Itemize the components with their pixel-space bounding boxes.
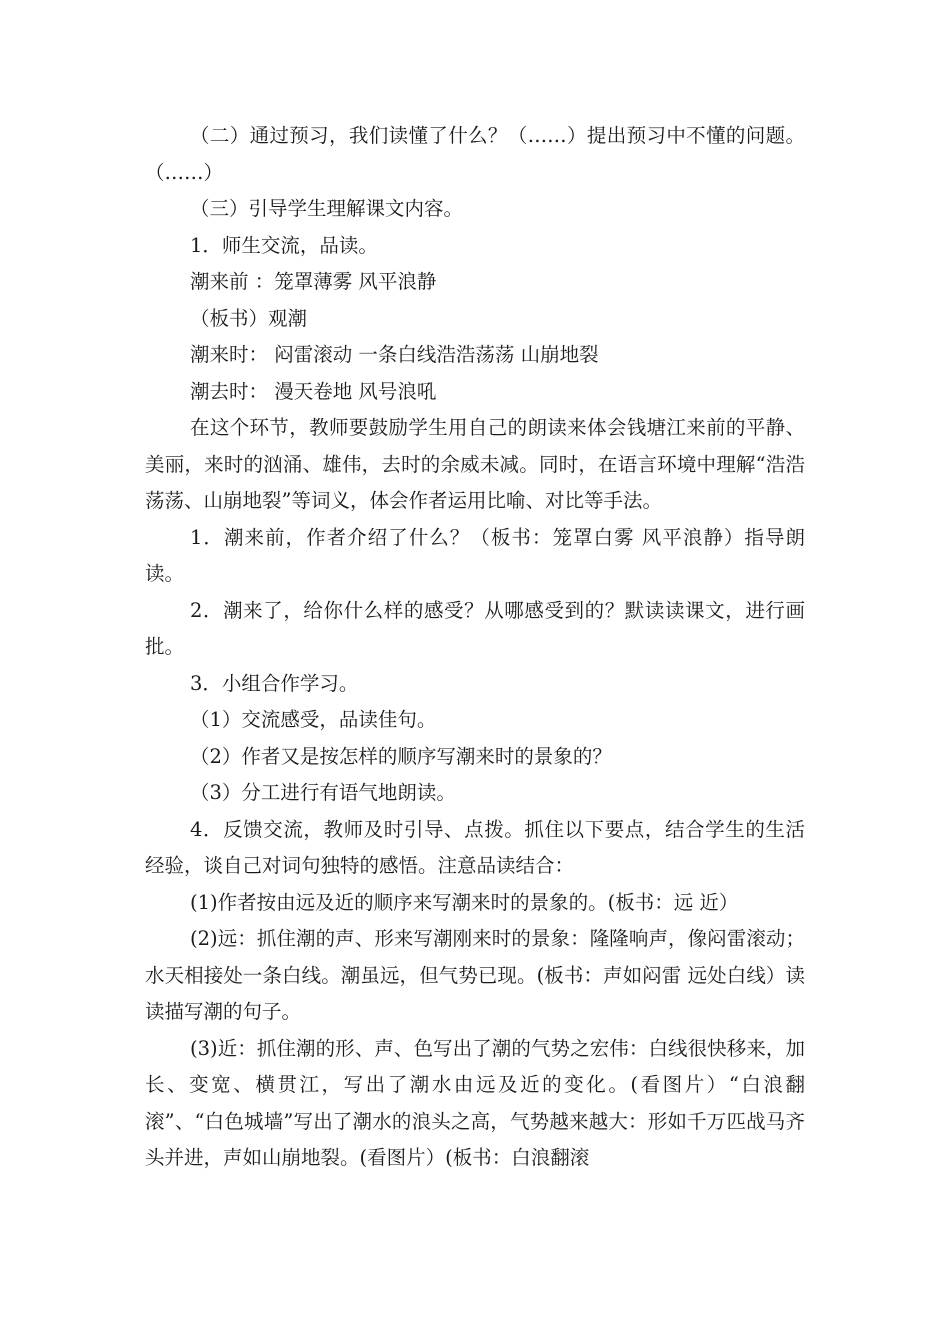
- paragraph-group-item-1: （1）交流感受，品读佳句。: [190, 708, 437, 731]
- paragraph-group-item-2: （2）作者又是按怎样的顺序写潮来时的景象的？: [190, 744, 612, 768]
- paragraph-question-1: 1．潮来前，作者介绍了什么？（板书：笼罩白雾 风平浪静）指导朗读。: [145, 525, 805, 585]
- paragraph-feedback: 4．反馈交流，教师及时引导、点拨。抓住以下要点，结合学生的生活经验，谈自己对词句独特的感悟。注意品读结合：: [145, 817, 805, 877]
- paragraph-step-1: 1．师生交流，品读。: [190, 233, 378, 257]
- paragraph-teaching-note: 在这个环节，教师要鼓励学生用自己的朗读来体会钱塘江来前的平静、美丽，来时的汹涌、雄伟，去时的余威未减。同时，在语言环境中理解“浩浩荡荡、山崩地裂”等词义，体会作者运用比喻、对比等手法。: [145, 416, 805, 512]
- board-before-tide: 潮来前 ：笼罩薄雾 风平浪静: [190, 270, 437, 293]
- paragraph-point-2: (2)远：抓住潮的声、形来写潮刚来时的景象：隆隆响声，像闷雷滚动；水天相接处一条白线。潮虽远，但气势已现。(板书：声如闷雷 远处白线）读读描写潮的句子。: [145, 927, 805, 1023]
- paragraph-guide-heading: （三）引导学生理解课文内容。: [190, 197, 464, 220]
- board-after-tide: 潮去时： 漫天卷地 风号浪吼: [190, 379, 437, 403]
- board-during-tide: 潮来时： 闷雷滚动 一条白线浩浩荡荡 山崩地裂: [190, 343, 599, 366]
- board-title: （板书）观潮: [190, 306, 308, 330]
- paragraph-point-3: (3)近：抓住潮的形、声、色写出了潮的气势之宏伟：白线很快移来，加长、变宽、横贯江，写出了潮水由远及近的变化。(看图片）“白浪翻滚”、“白色城墙”写出了潮水的浪头之高，气势越来越大：形如千万匹战马齐头并进，声如山崩地裂。(看图片）(板书：白浪翻滚: [145, 1036, 805, 1169]
- paragraph-question-2: 2．潮来了，给你什么样的感受？从哪感受到的？默读读课文，进行画批。: [145, 598, 805, 658]
- paragraph-group-study: 3．小组合作学习。: [190, 671, 359, 695]
- document-page: [145, 118, 805, 1177]
- paragraph-group-item-3: （3）分工进行有语气地朗读。: [190, 781, 456, 804]
- paragraph-point-1: (1)作者按由远及近的顺序来写潮来时的景象的。(板书：远 近）: [190, 890, 739, 914]
- paragraph-preview-question: （二）通过预习，我们读懂了什么？（……）提出预习中不懂的问题。（……）: [145, 124, 805, 184]
